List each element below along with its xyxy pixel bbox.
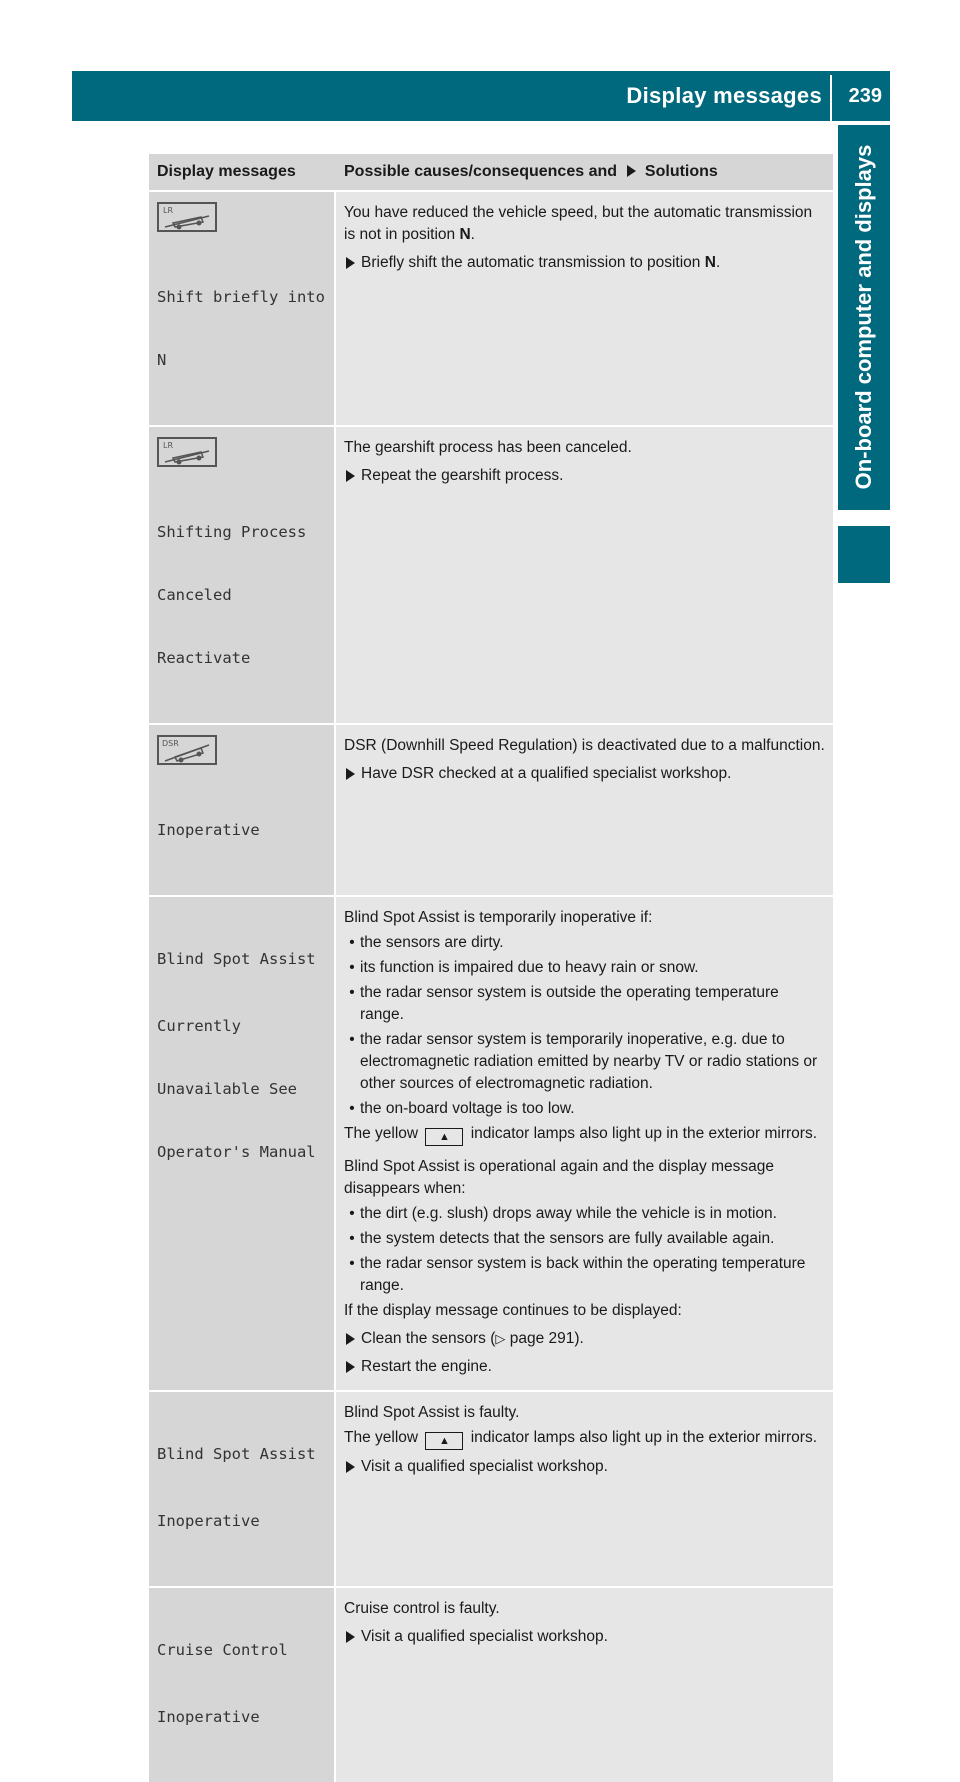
cause-cell <box>336 427 833 723</box>
cause-text: The gearshift process has been canceled. <box>344 439 632 456</box>
svg-text:LR: LR <box>163 206 174 215</box>
lamp-note: The yellow ▲ indicator lamps also light up in the exterior mirrors. <box>344 1123 825 1146</box>
lr-offroad-vehicle-icon <box>157 437 217 467</box>
cause-text: You have reduced the vehicle speed, but the automatic transmission is not in position N. <box>344 204 813 243</box>
message-line: Canceled <box>157 586 232 604</box>
cause-cell <box>336 897 833 1390</box>
cause-cell <box>336 1588 833 1782</box>
message-line: Inoperative <box>157 1512 260 1530</box>
side-chapter-label: On-board computer and displays <box>851 144 876 490</box>
cause-text: Cruise control is faulty. <box>344 1600 500 1617</box>
table-header <box>149 154 833 192</box>
svg-text:DSR: DSR <box>162 739 179 748</box>
message-line: Currently <box>157 1017 241 1035</box>
blind-spot-warning-lamp-icon: ▲ <box>425 1128 463 1146</box>
cause-middle: Blind Spot Assist is operational again and the display message disappears when: <box>344 1158 774 1197</box>
cause-intro: Blind Spot Assist is temporarily inoperative if: <box>344 909 653 926</box>
list-item: • the system detects that the sensors are fully available again. <box>349 1230 775 1247</box>
solution-step: Repeat the gearshift process. <box>344 465 825 487</box>
solution-step: Have DSR checked at a qualified specialist workshop. <box>344 763 825 785</box>
cause-cell <box>336 725 833 895</box>
table-row <box>149 192 833 427</box>
message-line: Unavailable See <box>157 1080 297 1098</box>
solution-arrow-icon <box>627 165 636 177</box>
step-arrow-icon <box>346 1631 355 1643</box>
step-arrow-icon <box>346 1333 355 1345</box>
blind-spot-warning-lamp-icon: ▲ <box>425 1432 463 1450</box>
page-number: 239 <box>848 85 882 107</box>
message-line: Shifting Process <box>157 523 307 541</box>
solution-step: Visit a qualified specialist workshop. <box>344 1626 825 1648</box>
message-title: Blind Spot Assist <box>157 1445 316 1463</box>
solution-step: Briefly shift the automatic transmission to position N. <box>344 252 825 274</box>
table-row <box>149 1392 833 1588</box>
side-chapter-tab <box>838 125 890 510</box>
message-line: N <box>157 351 167 369</box>
step-arrow-icon <box>346 470 355 482</box>
step-arrow-icon <box>346 1361 355 1373</box>
message-cell <box>149 725 336 895</box>
display-messages-table <box>149 154 833 1782</box>
message-line: Reactivate <box>157 649 251 667</box>
message-line: Inoperative <box>157 1708 260 1726</box>
page-title: Display messages <box>626 83 822 108</box>
table-row <box>149 427 833 725</box>
message-title: Cruise Control <box>157 1641 288 1659</box>
step-arrow-icon <box>346 1461 355 1473</box>
col-header-display-messages: Display messages <box>157 163 296 180</box>
cause-cell <box>336 192 833 425</box>
list-item: • the radar sensor system is outside the operating temperature range. <box>349 984 779 1023</box>
message-cell <box>149 1588 336 1782</box>
side-chapter-marker <box>838 526 890 583</box>
col-header-causes: Possible causes/consequences and Solutions <box>344 163 718 180</box>
table-row <box>149 897 833 1392</box>
message-title: Blind Spot Assist <box>157 950 316 968</box>
message-line: Operator's Manual <box>157 1143 316 1161</box>
cause-text: Blind Spot Assist is faulty. <box>344 1404 520 1421</box>
cause-continues: If the display message continues to be displayed: <box>344 1302 682 1319</box>
message-line: Shift briefly into <box>157 288 325 306</box>
step-arrow-icon <box>346 768 355 780</box>
page-header-bar <box>72 71 890 121</box>
list-item: • the dirt (e.g. slush) drops away while the vehicle is in motion. <box>349 1205 777 1222</box>
solution-step: Restart the engine. <box>344 1356 825 1378</box>
svg-text:LR: LR <box>163 441 174 450</box>
solution-step: Clean the sensors (▷ page 291). <box>344 1328 825 1350</box>
solution-step: Visit a qualified specialist workshop. <box>344 1456 825 1478</box>
list-item: • the on-board voltage is too low. <box>349 1100 575 1117</box>
list-item: • the radar sensor system is temporarily inoperative, e.g. due to electromagnetic radiation emitted by nearby TV or radio stations or other sources of electromagnetic radiation. <box>349 1031 818 1092</box>
message-cell <box>149 897 336 1390</box>
table-row <box>149 1588 833 1782</box>
dsr-downhill-icon <box>157 735 217 765</box>
table-row <box>149 725 833 897</box>
lr-offroad-vehicle-icon <box>157 202 217 232</box>
cause-text: DSR (Downhill Speed Regulation) is deactivated due to a malfunction. <box>344 737 825 754</box>
cause-cell <box>336 1392 833 1586</box>
message-line: Inoperative <box>157 821 260 839</box>
list-item: • the sensors are dirty. <box>349 934 504 951</box>
step-arrow-icon <box>346 257 355 269</box>
message-cell <box>149 1392 336 1586</box>
message-cell <box>149 427 336 723</box>
header-divider <box>830 75 832 121</box>
list-item: • the radar sensor system is back within the operating temperature range. <box>349 1255 806 1294</box>
message-cell <box>149 192 336 425</box>
page-reference-icon: ▷ <box>495 1331 506 1346</box>
list-item: • its function is impaired due to heavy rain or snow. <box>349 959 699 976</box>
lamp-note: The yellow ▲ indicator lamps also light up in the exterior mirrors. <box>344 1427 825 1450</box>
